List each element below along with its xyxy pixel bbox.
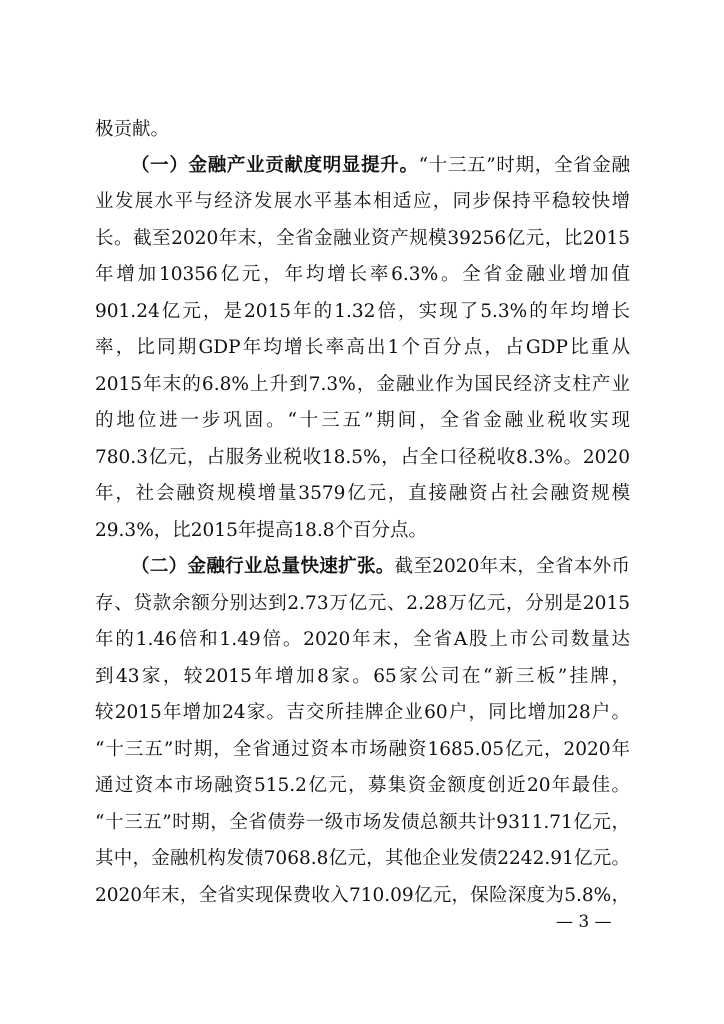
text-line: 年，社会融资规模增量3579亿元，直接融资占社会融资规模	[95, 483, 630, 504]
text-line: 780.3亿元，占服务业税收18.5%，占全口径税收8.3%。2020	[95, 447, 630, 468]
text-line: 年增加10356亿元，年均增长率6.3%。全省金融业增加值	[95, 264, 630, 285]
section-heading-1: （一）金融产业贡献度明显提升。	[131, 155, 419, 176]
text-line: “十三五”时期，全省通过资本市场融资1685.05亿元，2020年	[95, 739, 630, 760]
text-line: 存、贷款余额分别达到2.73万亿元、2.28万亿元，分别是2015	[95, 593, 630, 614]
text-line: 29.3%，比2015年提高18.8个百分点。	[95, 520, 428, 541]
text-line: 年的1.46倍和1.49倍。2020年末，全省A股上市公司数量达	[95, 629, 630, 650]
text-line: 2020年末，全省实现保费收入710.09亿元，保险深度为5.8%，	[95, 885, 630, 906]
text-line: 截至2020年末，全省本外币	[394, 556, 630, 577]
paragraph-1-first-line	[131, 154, 630, 178]
section-heading-2: （二）金融行业总量快速扩张。	[131, 556, 395, 577]
text-line: “十三五”时期，全省金融	[418, 155, 630, 176]
text-line: 极贡献。	[95, 119, 170, 140]
text-line: 的地位进一步巩固。“十三五”期间，全省金融业税收实现	[95, 410, 630, 431]
text-line: 长。截至2020年末，全省金融业资产规模39256亿元，比2015	[95, 228, 630, 249]
text-line: 通过资本市场融资515.2亿元，募集资金额度创近20年最佳。	[95, 775, 630, 796]
text-line: 901.24亿元，是2015年的1.32倍，实现了5.3%的年均增长	[95, 301, 630, 322]
paragraph-2-first-line	[131, 555, 630, 579]
text-line: 业发展水平与经济发展水平基本相适应，同步保持平稳较快增	[95, 191, 630, 212]
page-number: — 3 —	[556, 912, 612, 932]
text-line: 较2015年增加24家。吉交所挂牌企业60户，同比增加28户。	[95, 702, 630, 723]
text-line: 2015年末的6.8%上升到7.3%，金融业作为国民经济支柱产业	[95, 374, 630, 395]
text-line: 其中，金融机构发债7068.8亿元，其他企业发债2242.91亿元。	[95, 848, 630, 869]
text-line: “十三五”时期，全省债券一级市场发债总额共计9311.71亿元，	[95, 812, 630, 833]
text-line: 到43家，较2015年增加8家。65家公司在“新三板”挂牌，	[95, 666, 630, 687]
text-line: 率，比同期GDP年均增长率高出1个百分点，占GDP比重从	[95, 337, 630, 358]
